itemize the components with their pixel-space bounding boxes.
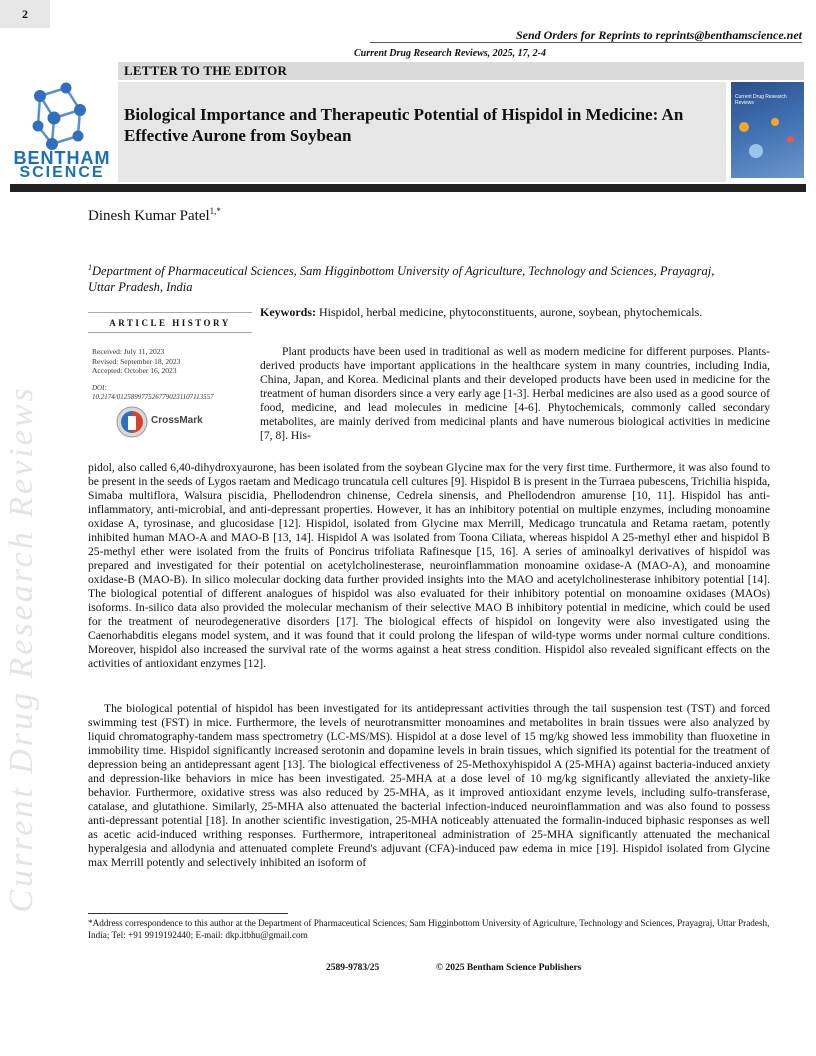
crossmark-icon[interactable] [116,406,148,438]
doi-label: DOI: [92,384,107,392]
logo-text-bentham: BENTHAM [13,148,111,168]
doi-block [92,384,262,402]
revised-date: Revised: September 18, 2023 [92,356,181,366]
affiliation-superscript: 1 [88,263,92,272]
cover-decoration [739,122,749,132]
reprints-notice[interactable]: Send Orders for Reprints to reprints@benthamscience.net [515,28,802,42]
correspondence-footnote: *Address correspondence to this author at the Department of Pharmaceutical Sciences, Sam Higginbottom University of Agriculture, Technology and Sciences, Prayagraj, Uttar Pradesh, India; Tel: +91 9919192440; E-mail: dkp.itbhu@gmail.com [88,918,770,940]
body-paragraph-1-continued: pidol, also called 6,40-dihydroxyaurone, has been isolated from the soybean Glycine max for the very first time. Furthermore, it was also found to be present in the seeds of Lygos raetam and Medicago truncatula cell cultures [9]. Hispidol B is present in the Turraea pubescens, Trichilia hispida, Simaba multiflora, Walsura piscidia, Phellodendron chinense, Cedrela sinensis, and Phellodendron amurense [10, 11]. Hispidol has anti-inflammatory, anti-microbial, and anti-depressant properties. However, it has an inhibitory potential on multiple enzymes, including monoamine oxidase A, tyrosinase, and glucosidase [12]. Hispidol, isolated from Glycine max Merrill, Medicago truncatula and Retama raetam, potently inhibited human MAO-A and MAO-B [13, 14]. Hispidol A was isolated from Toona Ciliata, whereas hispidol A 25-methyl ether and hispidol B 25-methyl ether were isolated from the fruits of Poncirus trifoliata Rafinesque [15, 16]. A series of aminoalkyl derivatives of hispidol was prepared and investigated for their potential on acetylcholinesterase, neuroinflammation monoamine oxidase-A (MAO-A), and monoamine oxidase-B (MAO-B). In silico molecular docking data further provided insights into the MAO and acetylcholinesterase inhibitory potential [14]. The biological potential of different analogues of hispidol was also evaluated for their inhibitory potential on monoamine oxidases (MAOs) isoforms. In-silico data also provided the molecular mechanism of their selective MAO B inhibitory potential in medicine, which could be used for the treatment of neurodegenerative disorders [17]. The biological effects of hispidol on longevity were also investigated using the Caenorhabditis elegans model system, and it was found that it could prolong the lifespan of wild-type worms under normal culture conditions. Moreover, hispidol also increased the survival rate of the worms against a heat stress condition. Hispidol also revealed significant effects on the activities of antioxidant enzymes [12]. [88,461,770,670]
page-number: 2 [0,0,50,28]
cover-decoration [771,118,779,126]
keywords-line [260,305,780,320]
doi-link[interactable]: 10.2174/0125899775267790231107113557 [92,393,214,401]
affiliation-text: Department of Pharmaceutical Sciences, Sam Higginbottom University of Agriculture, Technology and Sciences, Prayagraj, Uttar Pradesh, India [88,264,715,295]
body-paragraph-2: The biological potential of hispidol has been investigated for its antidepressant activities through the tail suspension test (TST) and forced swimming test (FST) in mice. Furthermore, the levels of neurotransmitter monoamines and metabolites in brain tissues were also analyzed by liquid chromatography-tandem mass spectrometry (LC-MS/MS). Hispidol at a dose level of 15 mg/kg showed less immobility than fluoxetine in immobility time. Hispidol significantly increased serotonin and dopamine levels in brain tissues, which signified its potential for the treatment of depression being an antidepressant agent [13]. The biological effectiveness of 25-Methoxyhispidol A (25-MHA) against bacteria-induced anxiety and depression-like behaviors in mice has been investigated. 25-MHA at a dose level of 10 mg/kg significantly alleviated the anxiety-like behavior. Furthermore, oxidative stress was also reduced by 25-MHA, as it improved antioxidant enzyme levels, including sulfo-transferase, catalase, and glutathione. Similarly, 25-MHA also attenuated the bacterial infection-induced neuroinflammation and was also found to possess anti-depressant potential [18]. In another scientific investigation, 25-MHA noticeably attenuated the formalin-induced biphasic responses as well as acetic acid-induced writhing responses. Furthermore, intraperitoneal administration of 25-MHA significantly attenuated the mechanical hyperalgesia and allodynia and attenuated complete Freund's adjuvant (CFA)-induced paw edema in mice [19]. Hispidol isolated from Glycine max Merrill potently and selectively inhibited an isoform of [88,702,770,869]
crossmark-label[interactable]: CrossMark [151,415,203,426]
cover-decoration [787,136,794,143]
section-label: LETTER TO THE EDITOR [124,63,288,78]
cover-decoration [749,144,763,158]
publisher-copyright: © 2025 Bentham Science Publishers [436,963,582,973]
footnote-rule [88,913,288,914]
issn: 2589-9783/25 [326,963,380,973]
cover-title: Current Drug Research Reviews [735,94,787,106]
keywords-label: Keywords: [260,305,316,319]
body-paragraph-1-top: Plant products have been used in traditional as well as modern medicine for different purposes. Plants-derived products have important applications in the healthcare system in many countries, including India, China, Japan, and Korea. Medicinal plants and their developed products have been used in medicine for the treatment of human disorders since a very early age [1-3]. Herbal medicines are also used as a good source of food, medicine, and lead molecules in medicine [4-6]. Phytochemicals, commonly called secondary metabolites, are mainly derived from medicinal plants and have numerous biological activities in medicine [7, 8]. His- [260,345,770,442]
author-superscript: 1,* [209,206,221,216]
article-title: Biological Importance and Therapeutic Potential of Hispidol in Medicine: An Effective Aurone from Soybean [124,105,684,145]
keywords-text: Hispidol, herbal medicine, phytoconstituents, aurone, soybean, phytochemicals. [319,305,703,319]
history-rule-top [88,312,252,313]
header-bottom-bar [10,184,806,192]
article-history-dates [92,347,257,376]
journal-watermark: Current Drug Research Reviews [3,385,40,913]
logo-text-science: SCIENCE [19,164,105,181]
article-history-heading: ARTICLE HISTORY [109,318,231,328]
author-name: Dinesh Kumar Patel [88,208,210,224]
journal-citation: Current Drug Research Reviews, 2025, 17, 2-4 [354,48,546,59]
affiliation [88,260,738,295]
history-rule-bottom [88,332,252,333]
header-divider [370,42,802,43]
received-date: Received: July 11, 2023 [92,347,165,356]
author-line [88,206,221,225]
accepted-date: Accepted: October 16, 2023 [92,366,177,375]
